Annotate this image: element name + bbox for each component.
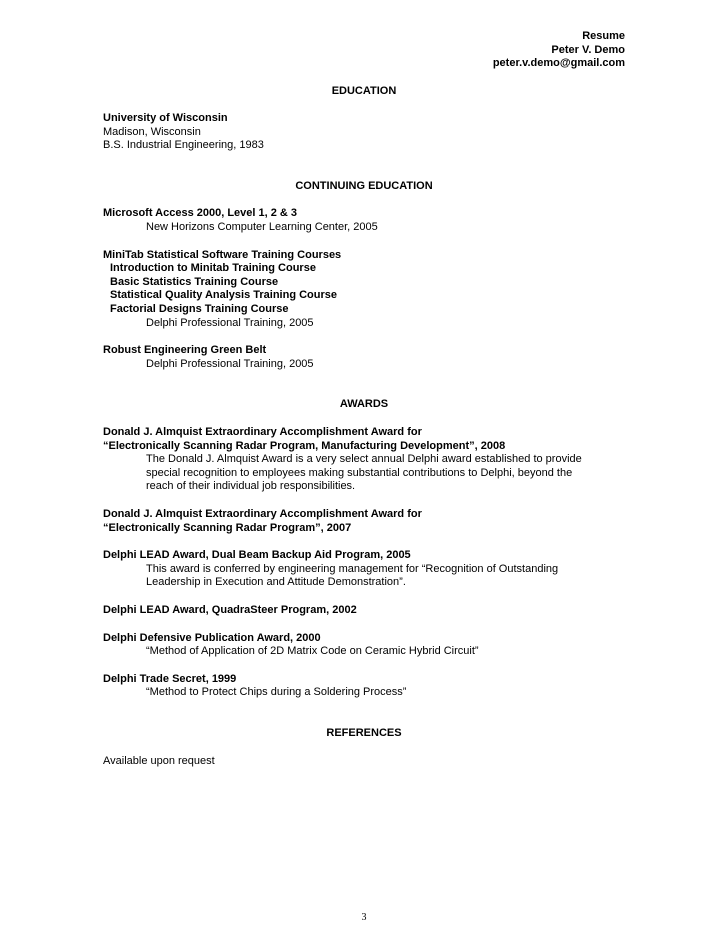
awards-heading: AWARDS <box>339 398 389 411</box>
award-trade-secret-1999 <box>103 673 625 700</box>
degree: B.S. Industrial Engineering, 1983 <box>103 139 264 152</box>
course-provider: Delphi Professional Training, 2005 <box>146 316 314 329</box>
education-entry <box>103 112 625 153</box>
award-description: This award is conferred by engineering management for “Recognition of Outstanding <box>146 562 559 575</box>
award-almquist-2007 <box>103 508 625 535</box>
award-description: “Method of Application of 2D Matrix Code on Ceramic Hybrid Circuit” <box>146 645 479 658</box>
award-title: “Electronically Scanning Radar Program”, 2007 <box>103 521 352 534</box>
course-title: MiniTab Statistical Software Training Courses <box>103 248 342 261</box>
continuing-education-heading: CONTINUING EDUCATION <box>295 179 433 192</box>
course-item: Introduction to Minitab Training Course <box>110 262 316 275</box>
course-provider: Delphi Professional Training, 2005 <box>146 357 314 370</box>
course-title: Microsoft Access 2000, Level 1, 2 & 3 <box>103 207 298 220</box>
course-robust <box>103 344 625 371</box>
course-access <box>103 207 625 234</box>
references-heading: REFERENCES <box>326 726 402 739</box>
award-title: Delphi Defensive Publication Award, 2000 <box>103 631 321 644</box>
award-title: Delphi LEAD Award, Dual Beam Backup Aid Program, 2005 <box>103 549 411 562</box>
award-title: “Electronically Scanning Radar Program, Manufacturing Development”, 2008 <box>103 439 506 452</box>
award-lead-2002 <box>103 604 625 618</box>
award-description: reach of their individual job responsibilities. <box>146 480 356 493</box>
course-title: Robust Engineering Green Belt <box>103 344 267 357</box>
award-title: Delphi LEAD Award, QuadraSteer Program, 2002 <box>103 603 357 616</box>
candidate-name: Peter V. Demo <box>551 43 625 56</box>
school-name: University of Wisconsin <box>103 112 228 125</box>
page-number: 3 <box>361 912 367 923</box>
award-publication-2000 <box>103 632 625 659</box>
award-title: Delphi Trade Secret, 1999 <box>103 672 237 685</box>
award-description: special recognition to employees making substantial contributions to Delphi, beyond the <box>146 466 573 479</box>
course-item: Factorial Designs Training Course <box>110 303 289 316</box>
course-provider: New Horizons Computer Learning Center, 2005 <box>146 221 378 234</box>
course-minitab <box>103 249 625 331</box>
candidate-email: peter.v.demo@gmail.com <box>492 57 625 69</box>
references-text: Available upon request <box>103 754 215 767</box>
award-lead-2005 <box>103 549 625 590</box>
award-title: Donald J. Almquist Extraordinary Accomplishment Award for <box>103 507 422 520</box>
resume-title: Resume <box>582 30 625 42</box>
resume-header <box>103 30 625 71</box>
resume-page <box>103 30 625 768</box>
award-title: Donald J. Almquist Extraordinary Accomplishment Award for <box>103 426 422 438</box>
school-location: Madison, Wisconsin <box>103 125 201 138</box>
award-description: Leadership in Execution and Attitude Demonstration”. <box>146 576 406 589</box>
course-item: Basic Statistics Training Course <box>110 275 279 288</box>
education-heading: EDUCATION <box>331 84 397 97</box>
course-item: Statistical Quality Analysis Training Course <box>110 289 337 302</box>
award-almquist-2008 <box>103 426 625 494</box>
award-description: The Donald J. Almquist Award is a very select annual Delphi award established to provide <box>146 453 582 466</box>
award-description: “Method to Protect Chips during a Soldering Process” <box>146 686 407 699</box>
